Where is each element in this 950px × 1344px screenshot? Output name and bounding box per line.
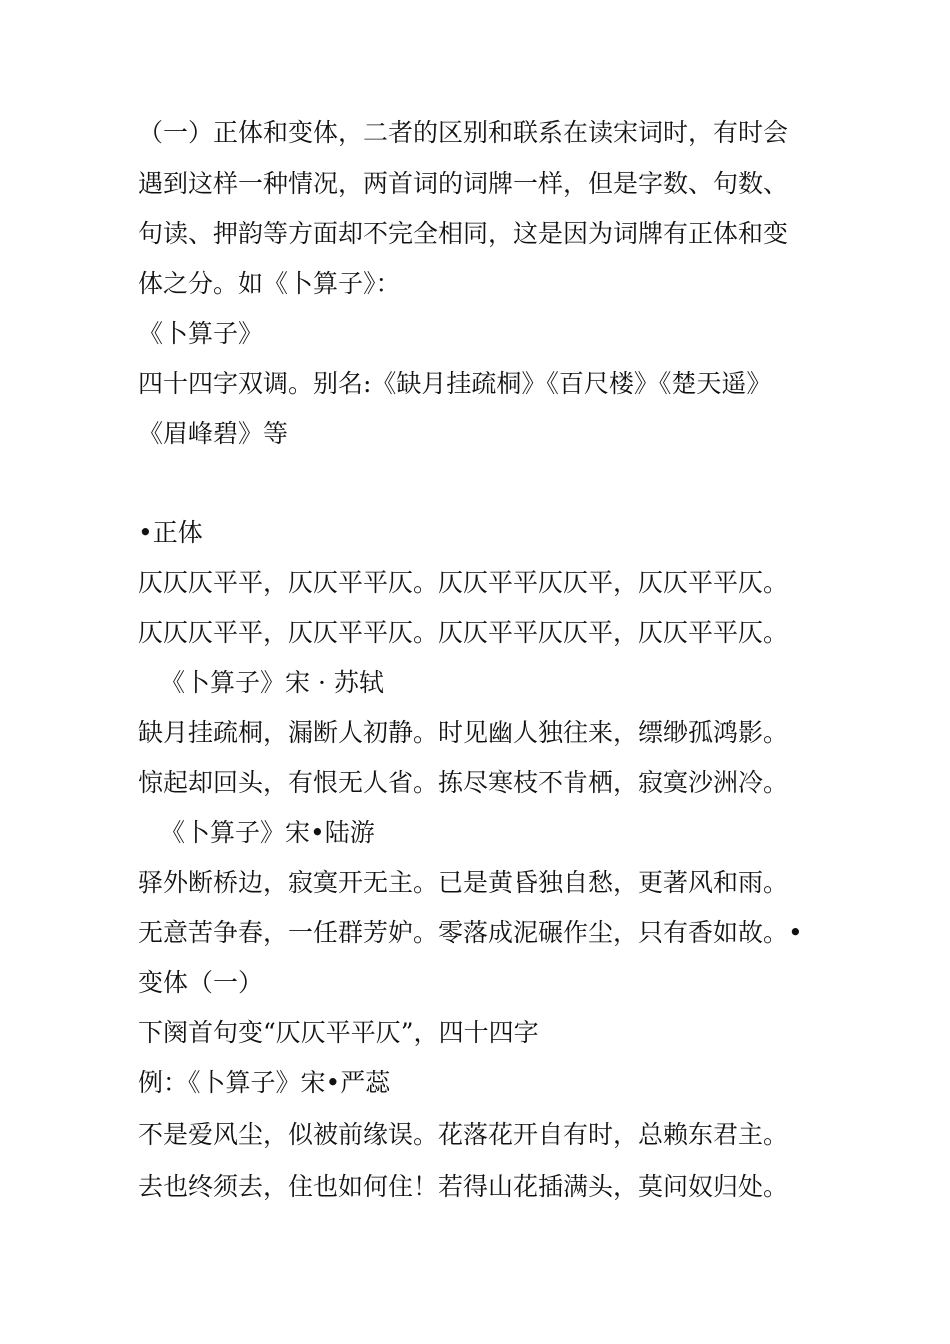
cipai-description-line-1: 四十四字双调。别名:《缺月挂疏桐》《百尺楼》《楚天遥》 xyxy=(138,369,772,398)
poem-luyou-line-1: 驿外断桥边，寂寞开无主。已是黄昏独自愁，更著风和雨。 xyxy=(138,868,789,897)
section-heading-bianti: 变体（一） xyxy=(138,968,264,997)
tone-pattern-line-1: 仄仄仄平平，仄仄平平仄。仄仄平平仄仄平，仄仄平平仄。 xyxy=(138,568,789,597)
poem-yanrui-line-2: 去也终须去，住也如何住！若得山花插满头，莫问奴归处。 xyxy=(138,1172,789,1201)
paragraph-intro-line-1: （一）正体和变体，二者的区别和联系在读宋词时，有时会 xyxy=(138,118,789,147)
paragraph-intro-line-4: 体之分。如《卜算子》： xyxy=(138,269,401,298)
poem-sushi-line-2: 惊起却回头，有恨无人省。拣尽寒枝不肯栖，寂寞沙洲冷。 xyxy=(138,768,789,797)
paragraph-intro-line-3: 句读、押韵等方面却不完全相同，这是因为词牌有正体和变 xyxy=(138,219,789,248)
poem-yanrui-line-1: 不是爱风尘，似被前缘误。花落花开自有时，总赖东君主。 xyxy=(138,1120,789,1149)
poem-sushi-line-1: 缺月挂疏桐，漏断人初静。时见幽人独往来，缥缈孤鸿影。 xyxy=(138,718,789,747)
poem-title-yanrui: 例：《卜算子》宋•严蕊 xyxy=(138,1068,391,1097)
tone-pattern-line-2: 仄仄仄平平，仄仄平平仄。仄仄平平仄仄平，仄仄平平仄。 xyxy=(138,618,789,647)
poem-title-sushi: 《卜算子》宋 · 苏轼 xyxy=(160,668,384,697)
poem-title-luyou: 《卜算子》宋•陆游 xyxy=(160,818,375,847)
variant-description: 下阕首句变“仄仄平平仄”，四十四字 xyxy=(138,1018,539,1047)
paragraph-intro-line-2: 遇到这样一种情况，两首词的词牌一样，但是字数、句数、 xyxy=(138,169,789,198)
cipai-title: 《卜算子》 xyxy=(138,319,264,348)
section-heading-zhengti: •正体 xyxy=(138,518,203,547)
poem-luyou-line-2: 无意苦争春，一任群芳妒。零落成泥碾作尘，只有香如故。• xyxy=(138,918,803,947)
cipai-description-line-2: 《眉峰碧》等 xyxy=(138,419,289,448)
